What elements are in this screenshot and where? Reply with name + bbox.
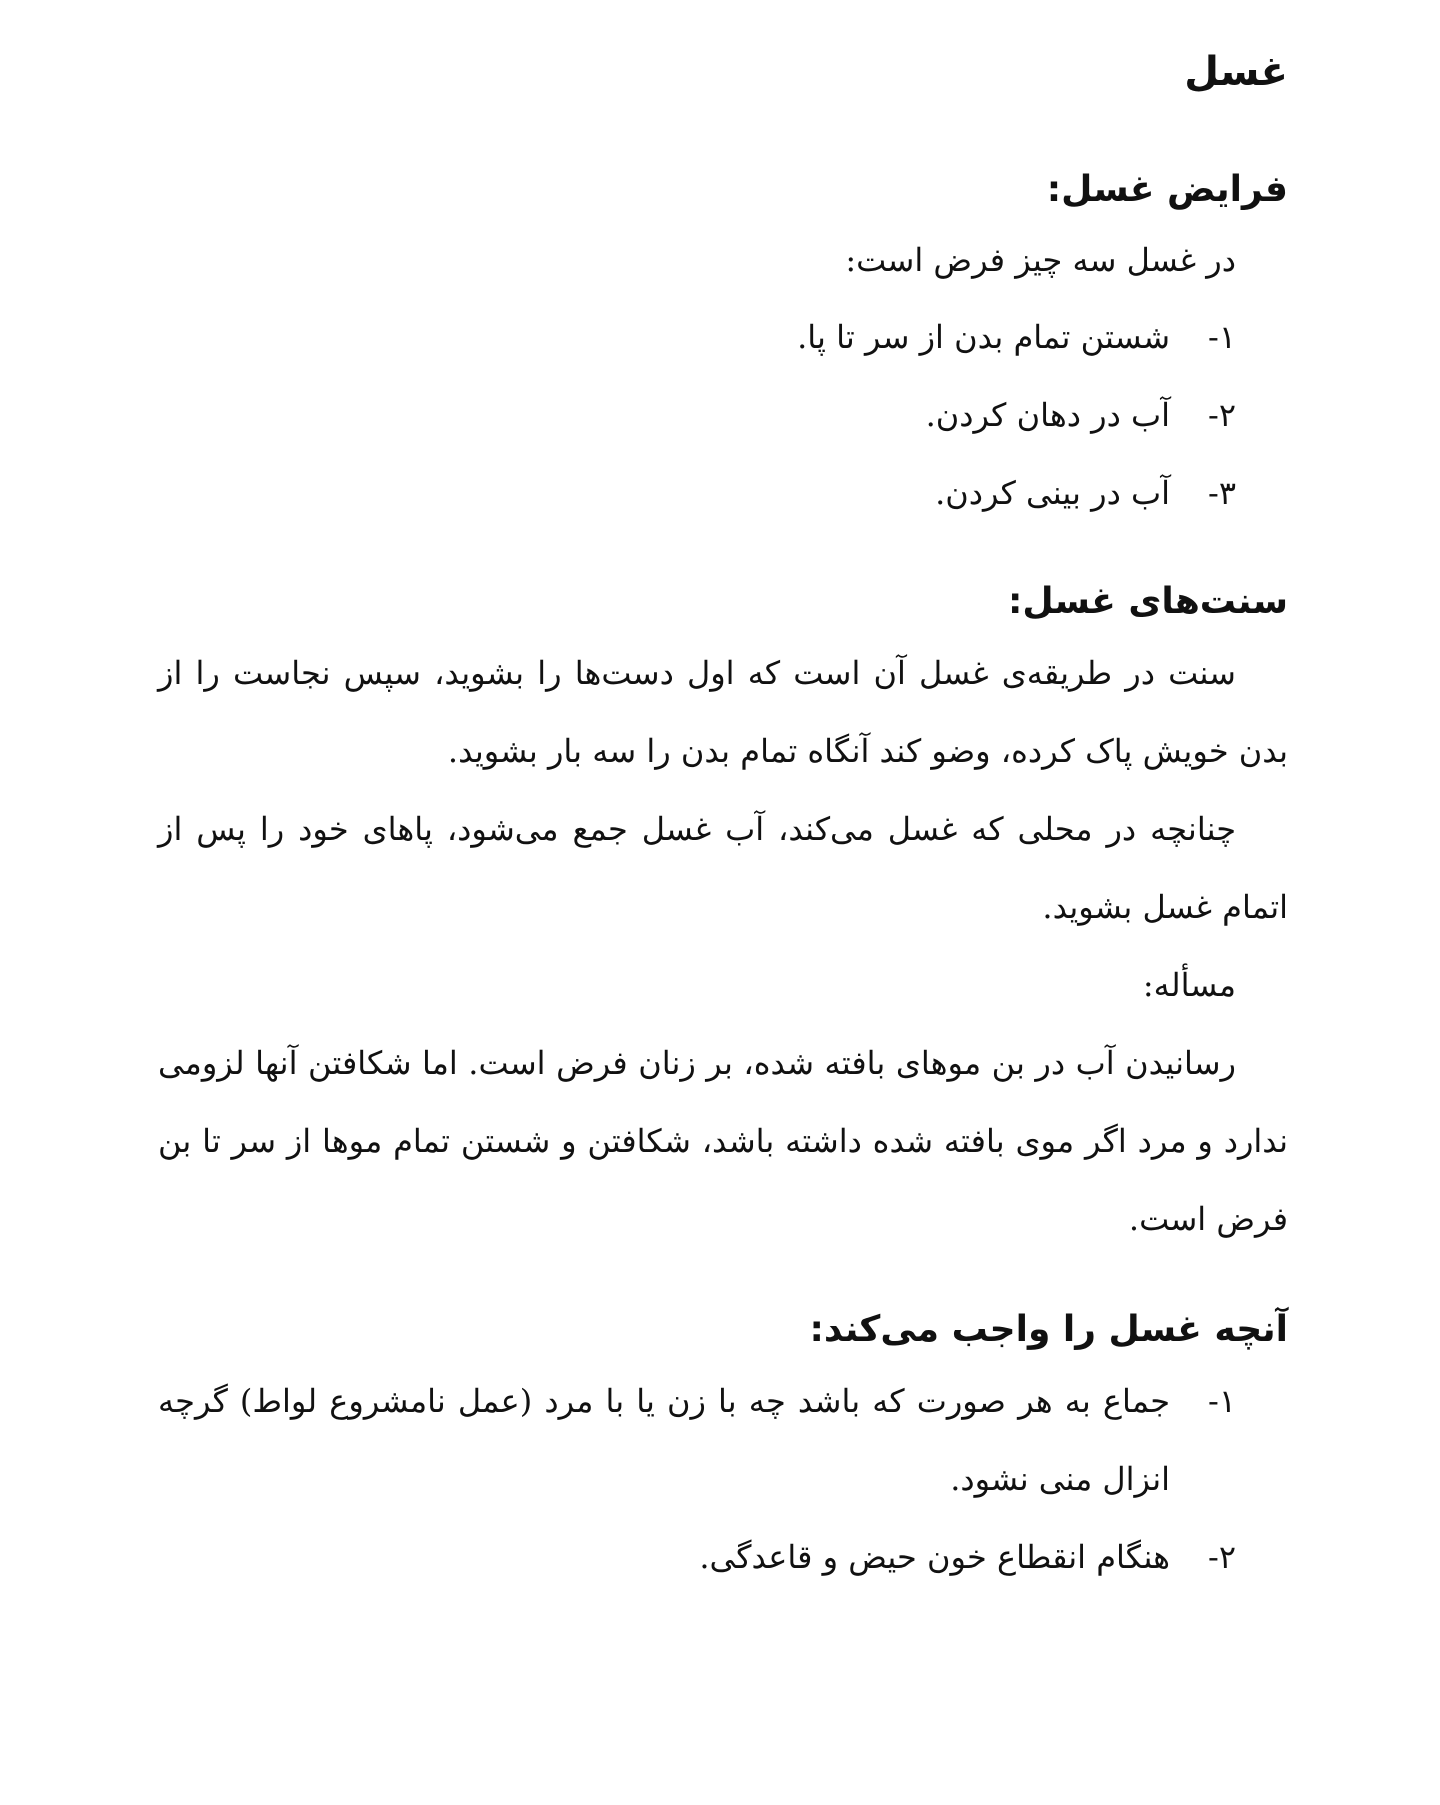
list-item — [158, 1362, 1288, 1518]
obligations-section — [158, 158, 1288, 532]
obligations-heading: فرایض غسل: — [1046, 169, 1288, 210]
obligating-section — [158, 1298, 1288, 1596]
list-item-number: ۱- — [1208, 1382, 1236, 1420]
sunnahs-paragraph-1: سنت در طریقه‌ی غسل آن است که اول دست‌ها را بشوید، سپس نجاست را از بدن خویش پاک کرده، وضو کند آنگاه تمام بدن را سه بار بشوید. — [158, 654, 1288, 770]
list-item-number: ۱- — [1208, 318, 1236, 356]
sunnahs-paragraph-3: رسانیدن آب در بن موهای بافته شده، بر زنان فرض است. اما شکافتن آنها لزومی ندارد و مرد اگر موی بافته شده داشته باشد، شکافتن و شستن تمام موها از سر تا بن فرض است. — [158, 1044, 1288, 1238]
obligating-heading: آنچه غسل را واجب می‌کند: — [809, 1309, 1288, 1350]
list-item — [158, 298, 1288, 376]
sunnahs-section — [158, 570, 1288, 1258]
list-item-number: ۲- — [1208, 1538, 1236, 1576]
page-title: غسل — [1184, 49, 1288, 95]
obligations-list — [158, 298, 1288, 532]
list-item — [158, 376, 1288, 454]
list-item — [158, 454, 1288, 532]
sunnahs-paragraph-2: چنانچه در محلی که غسل می‌کند، آب غسل جمع می‌شود، پاهای خود را پس از اتمام غسل بشوید. — [158, 810, 1288, 926]
list-item-number: ۳- — [1208, 474, 1236, 512]
issue-label: مسأله: — [1142, 966, 1236, 1004]
list-item-text: جماع به هر صورت که باشد چه با زن یا با مرد (عمل نامشروع لواط) گرچه انزال منی نشود. — [158, 1382, 1170, 1498]
list-item-text: شستن تمام بدن از سر تا پا. — [797, 318, 1170, 356]
obligations-intro: در غسل سه چیز فرض است: — [845, 241, 1236, 279]
list-item — [158, 1518, 1288, 1596]
list-item-text: هنگام انقطاع خون حیض و قاعدگی. — [699, 1538, 1170, 1576]
list-item-text: آب در دهان کردن. — [925, 396, 1170, 434]
list-item-number: ۲- — [1208, 396, 1236, 434]
obligating-list — [158, 1362, 1288, 1596]
sunnahs-heading: سنت‌های غسل: — [1008, 581, 1288, 622]
list-item-text: آب در بینی کردن. — [935, 474, 1170, 512]
